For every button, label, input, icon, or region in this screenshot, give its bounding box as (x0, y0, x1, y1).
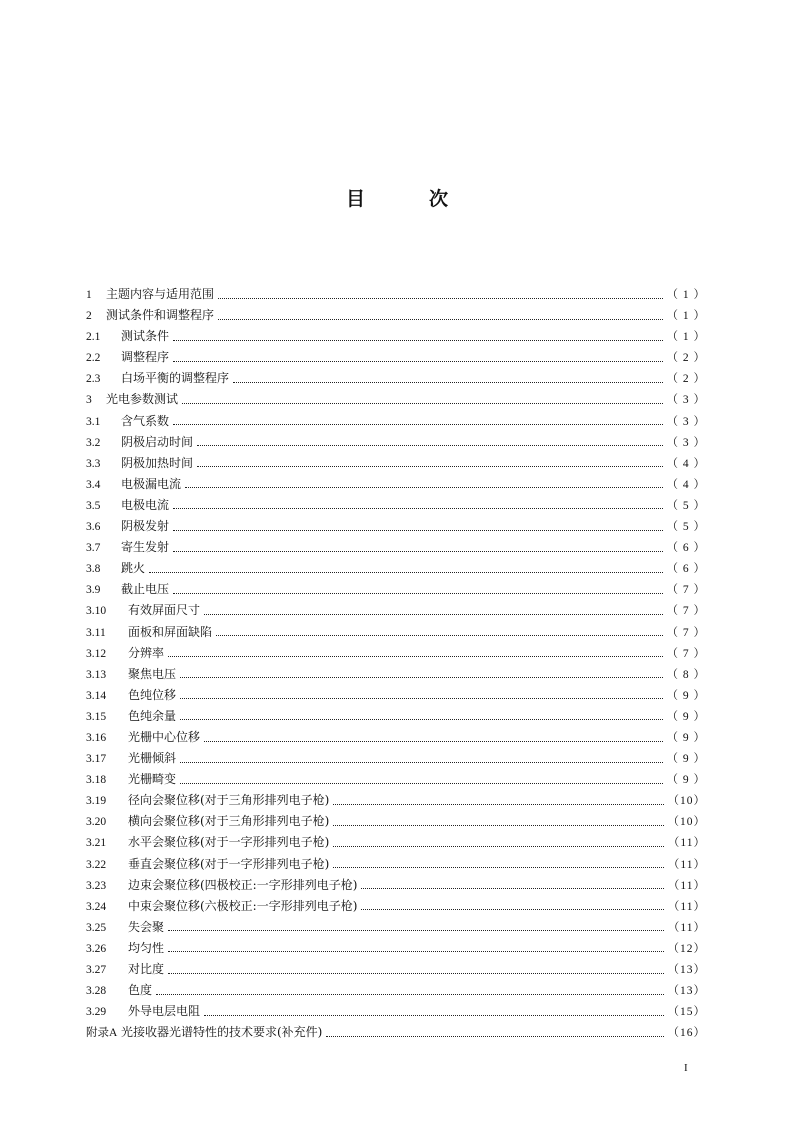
toc-entry-page: （ 4 ） (666, 478, 706, 491)
toc-entry[interactable] (86, 980, 706, 1001)
toc-entry-number: 3.25 (86, 921, 107, 934)
toc-entry-page: （16） (667, 1027, 706, 1040)
toc-entry[interactable] (86, 748, 706, 769)
toc-entry-page: （ 9 ） (666, 731, 706, 744)
toc-entry-label: 有效屏面尺寸 (128, 603, 201, 618)
toc-entry-label: 主题内容与适用范围 (106, 287, 215, 301)
toc-entry-page: （10） (667, 816, 706, 829)
toc-entry[interactable] (86, 389, 706, 410)
toc-leader-dots (149, 571, 662, 573)
toc-leader-dots (333, 866, 664, 868)
toc-entry-page: （ 3 ） (666, 415, 706, 428)
toc-leader-dots (180, 697, 662, 699)
toc-leader-dots (218, 318, 662, 320)
toc-entry[interactable] (86, 685, 706, 706)
toc-entry-page: （ 9 ） (666, 753, 706, 766)
toc-entry-label: 光栅倾斜 (128, 751, 177, 766)
toc-leader-dots (333, 803, 663, 805)
toc-entry-label: 白场平衡的调整程序 (121, 371, 230, 386)
toc-entry-number: 3.16 (86, 731, 107, 744)
toc-entry[interactable] (86, 811, 706, 832)
toc-entry-page: （ 2 ） (666, 373, 706, 386)
toc-entry-number: 3.1 (86, 415, 101, 428)
toc-entry-number: 3.7 (86, 542, 101, 555)
toc-entry-page: （ 6 ） (666, 542, 706, 555)
toc-entry-number: 3.12 (86, 647, 107, 660)
toc-leader-dots (218, 297, 662, 299)
toc-entry[interactable] (86, 453, 706, 474)
toc-leader-dots (233, 381, 662, 383)
toc-entry[interactable] (86, 558, 706, 579)
toc-entry-page: （15） (667, 1006, 706, 1019)
toc-leader-dots (216, 634, 662, 636)
toc-entry-label: 光接收器光谱特性的技术要求(补充件) (121, 1025, 323, 1040)
toc-entry-label: 失会聚 (128, 919, 165, 934)
toc-entry-label: 阴极启动时间 (121, 434, 194, 449)
toc-entry-number: 2.3 (86, 373, 101, 386)
toc-entry-label: 色纯位移 (128, 687, 177, 702)
toc-entry-label: 跳火 (121, 561, 146, 576)
toc-leader-dots (180, 782, 662, 784)
toc-entry[interactable] (86, 411, 706, 432)
toc-entry-page: （ 1 ） (666, 310, 706, 323)
toc-leader-dots (168, 929, 664, 931)
toc-entry-number: 3.18 (86, 774, 107, 787)
toc-entry-page: （ 3 ） (666, 436, 706, 449)
toc-entry-number: 3.27 (86, 964, 107, 976)
toc-leader-dots (173, 423, 662, 425)
toc-leader-dots (204, 740, 662, 742)
toc-leader-dots (173, 529, 662, 531)
toc-entry-label: 寄生发射 (121, 540, 170, 555)
toc-leader-dots (326, 1035, 663, 1037)
toc-entry-label: 水平会聚位移(对于一字形排列电子枪) (128, 835, 330, 850)
title-char-1: 目 (345, 188, 365, 210)
toc-entry-page: （ 7 ） (666, 584, 706, 597)
toc-entry-number: 3.6 (86, 521, 101, 534)
toc-entry-number: 3.21 (86, 837, 107, 850)
toc-entry[interactable] (86, 643, 706, 664)
toc-entry-page: （11） (667, 837, 706, 850)
toc-entry-number: 3.23 (86, 879, 107, 892)
toc-entry-number: 3.22 (86, 858, 107, 871)
toc-entry-label: 电极漏电流 (121, 476, 182, 491)
toc-entry-label: 阴极加热时间 (121, 455, 194, 470)
toc-entry-page: （10） (667, 795, 706, 808)
toc-entry[interactable] (86, 516, 706, 537)
toc-entry-number: 3.10 (86, 605, 107, 618)
toc-entry[interactable] (86, 832, 706, 853)
toc-entry-page: （ 5 ） (666, 499, 706, 512)
toc-entry-label: 径向会聚位移(对于三角形排列电子枪) (128, 793, 330, 808)
toc-leader-dots (173, 339, 662, 341)
toc-entry[interactable] (86, 368, 706, 389)
toc-entry-page: （11） (667, 921, 706, 934)
toc-entry-page: （ 4 ） (666, 457, 706, 470)
toc-entry-number: 3.11 (86, 626, 106, 639)
toc-entry-page: （ 9 ） (666, 774, 706, 787)
toc-entry-label: 测试条件 (121, 329, 170, 344)
toc-entry[interactable] (86, 959, 706, 980)
toc-entry[interactable] (86, 474, 706, 495)
toc-leader-dots (180, 676, 662, 678)
toc-entry-label: 色度 (128, 983, 153, 998)
toc-entry-page: （13） (667, 985, 706, 998)
toc-entry[interactable] (86, 706, 706, 727)
toc-entry-label: 面板和屏面缺陷 (128, 624, 213, 639)
toc-entry-label: 含气系数 (121, 413, 170, 428)
toc-entry-page: （ 1 ） (666, 289, 706, 301)
toc-leader-dots (361, 908, 664, 910)
toc-entry-number: 3.14 (86, 689, 107, 702)
toc-entry-page: （13） (667, 964, 706, 976)
toc-entry-label: 均匀性 (128, 940, 165, 955)
toc-leader-dots (182, 402, 662, 404)
toc-entry-label: 分辨率 (128, 645, 165, 660)
toc-entry-number: 1 (86, 289, 92, 301)
toc-entry[interactable] (86, 875, 706, 896)
toc-leader-dots (197, 444, 662, 446)
toc-entry[interactable] (86, 1001, 706, 1022)
toc-entry-page: （ 1 ） (666, 331, 706, 344)
toc-entry[interactable] (86, 917, 706, 938)
toc-entry-number: 2.1 (86, 331, 101, 344)
toc-entry-number: 3.9 (86, 584, 101, 597)
toc-entry[interactable] (86, 284, 706, 305)
toc-entry-number: 3.3 (86, 457, 101, 470)
toc-entry-label: 垂直会聚位移(对于一字形排列电子枪) (128, 856, 330, 871)
toc-entry[interactable] (86, 432, 706, 453)
toc-entry-number: 3.17 (86, 753, 107, 766)
toc-entry[interactable] (86, 854, 706, 875)
toc-entry[interactable] (86, 896, 706, 917)
toc-entry-label: 光栅畸变 (128, 772, 177, 787)
toc-leader-dots (156, 993, 663, 995)
toc-entry[interactable] (86, 326, 706, 347)
toc-entry-label: 电极电流 (121, 497, 170, 512)
toc-entry-number: 3.2 (86, 436, 101, 449)
toc-entry-label: 光栅中心位移 (128, 729, 201, 744)
table-of-contents (86, 284, 706, 1043)
toc-entry-number: 3.5 (86, 499, 101, 512)
toc-entry-number: 3.29 (86, 1006, 107, 1019)
toc-entry-label: 截止电压 (121, 582, 170, 597)
toc-entry-number: 3.26 (86, 942, 107, 955)
toc-entry-page: （ 9 ） (666, 689, 706, 702)
toc-leader-dots (180, 761, 662, 763)
toc-entry-label: 色纯余量 (128, 708, 177, 723)
toc-entry-number: 2.2 (86, 352, 101, 365)
toc-leader-dots (173, 507, 662, 509)
toc-entry-label: 调整程序 (121, 350, 170, 365)
title-char-2: 次 (429, 188, 449, 210)
toc-leader-dots (180, 718, 662, 720)
toc-leader-dots (173, 550, 662, 552)
toc-entry-label: 聚焦电压 (128, 666, 177, 681)
toc-entry-number: 3 (86, 394, 92, 407)
toc-entry[interactable] (86, 495, 706, 516)
toc-entry[interactable] (86, 305, 706, 326)
toc-entry-label: 边束会聚位移(四极校正:一字形排列电子枪) (128, 877, 358, 892)
toc-entry-number: 附录A (86, 1027, 118, 1040)
toc-leader-dots (333, 824, 663, 826)
toc-entry[interactable] (86, 769, 706, 790)
toc-entry-page: （11） (667, 879, 706, 892)
toc-entry[interactable] (86, 537, 706, 558)
toc-leader-dots (197, 465, 662, 467)
toc-entry[interactable] (86, 347, 706, 368)
toc-entry-label: 阴极发射 (121, 519, 170, 534)
toc-entry-number: 3.13 (86, 668, 107, 681)
toc-entry-number: 3.24 (86, 900, 107, 913)
toc-entry-number: 3.19 (86, 795, 107, 808)
toc-leader-dots (333, 845, 664, 847)
toc-entry-page: （ 5 ） (666, 521, 706, 534)
page-number: I (684, 1062, 688, 1074)
toc-leader-dots (168, 972, 663, 974)
toc-leader-dots (173, 592, 662, 594)
toc-entry-label: 中束会聚位移(六极校正:一字形排列电子枪) (128, 898, 358, 913)
toc-leader-dots (173, 360, 662, 362)
toc-entry-page: （ 3 ） (666, 394, 706, 407)
toc-entry-number: 2 (86, 310, 92, 323)
toc-leader-dots (168, 655, 662, 657)
toc-leader-dots (204, 1014, 663, 1016)
toc-entry-page: （11） (667, 858, 706, 871)
toc-entry-number: 3.15 (86, 710, 107, 723)
toc-entry-label: 对比度 (128, 962, 165, 976)
toc-leader-dots (168, 950, 663, 952)
toc-entry[interactable] (86, 1022, 706, 1043)
toc-entry-label: 测试条件和调整程序 (106, 308, 215, 323)
toc-entry[interactable] (86, 579, 706, 600)
toc-entry-number: 3.4 (86, 478, 101, 491)
toc-entry[interactable] (86, 622, 706, 643)
toc-entry-number: 3.28 (86, 985, 107, 998)
toc-entry-page: （ 7 ） (666, 605, 706, 618)
toc-leader-dots (185, 486, 662, 488)
toc-entry[interactable] (86, 938, 706, 959)
toc-entry-page: （ 8 ） (666, 668, 706, 681)
toc-entry-label: 横向会聚位移(对于三角形排列电子枪) (128, 814, 330, 829)
toc-entry-label: 外导电层电阻 (128, 1004, 201, 1019)
toc-entry-page: （11） (667, 900, 706, 913)
page-title (0, 184, 794, 214)
toc-entry-page: （ 7 ） (666, 647, 706, 660)
toc-leader-dots (361, 887, 664, 889)
toc-leader-dots (204, 613, 662, 615)
toc-entry[interactable] (86, 790, 706, 811)
toc-entry-page: （ 6 ） (666, 563, 706, 576)
toc-entry-label: 光电参数测试 (106, 392, 179, 407)
toc-entry-page: （12） (667, 942, 706, 955)
toc-entry-number: 3.20 (86, 816, 107, 829)
toc-entry[interactable] (86, 664, 706, 685)
toc-entry[interactable] (86, 727, 706, 748)
toc-entry-number: 3.8 (86, 563, 101, 576)
toc-entry-page: （ 2 ） (666, 352, 706, 365)
toc-entry-page: （ 7 ） (666, 626, 706, 639)
toc-entry-page: （ 9 ） (666, 710, 706, 723)
toc-entry[interactable] (86, 600, 706, 621)
